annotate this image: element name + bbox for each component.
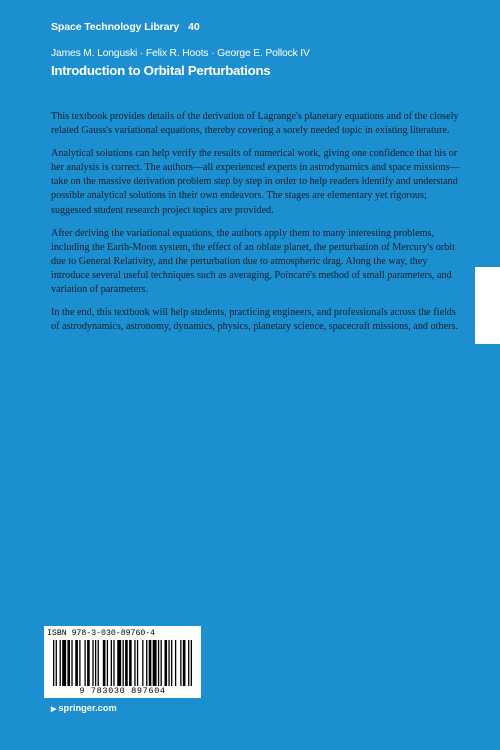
blurb-paragraph: In the end, this textbook will help students, practicing engineers, and professionals across the fields of astrodynamics, astronomy, dynamics, physics, planetary science, spacecraft missions, and others.	[51, 307, 459, 333]
series-line	[51, 21, 200, 33]
authors: James M. Longuski · Felix R. Hoots · George E. Pollock IV	[51, 48, 310, 59]
publisher-url: springer.com	[58, 703, 117, 713]
book-title: Introduction to Orbital Perturbations	[51, 63, 271, 78]
blurb-paragraph: Analytical solutions can help verify the results of numerical work, giving one confidence that his or her analysis is correct. The authors—all experienced experts in astrodynamics and space missions—take on the massive derivation problem step by step in order to help readers identify and understand possible analytical solutions in their own endeavors. The stages are elementary yet rigorous; suggested student research project topics are provided.	[51, 148, 460, 216]
barcode-digits: 9 783030 897604	[79, 686, 166, 696]
barcode-box	[44, 626, 201, 698]
right-triangle-icon: ▶	[51, 706, 57, 713]
blurb-paragraph: This textbook provides details of the derivation of Lagrange's planetary equations and of the closely related Gauss's variational equations, thereby covering a sorely needed topic in existing literature.	[51, 111, 459, 137]
blurb-paragraph: After deriving the variational equations, the authors apply them to many interesting problems, including the Earth-Moon system, the effect of an oblate planet, the perturbation of Mercury's orbit due to General Relativity, and the perturbation due to atmospheric drag. Along the way, they introduce several useful techniques such as averaging, Poincaré's method of small parameters, and variation of parameters.	[51, 227, 455, 296]
isbn-label: ISBN 978-3-030-89760-4	[47, 629, 156, 638]
series-name: Space Technology Library	[51, 21, 180, 33]
white-edge-tab	[475, 267, 500, 344]
barcode-bars	[53, 640, 192, 686]
publisher-link[interactable]	[51, 703, 117, 713]
series-volume: 40	[188, 21, 200, 33]
blurb	[51, 110, 460, 343]
